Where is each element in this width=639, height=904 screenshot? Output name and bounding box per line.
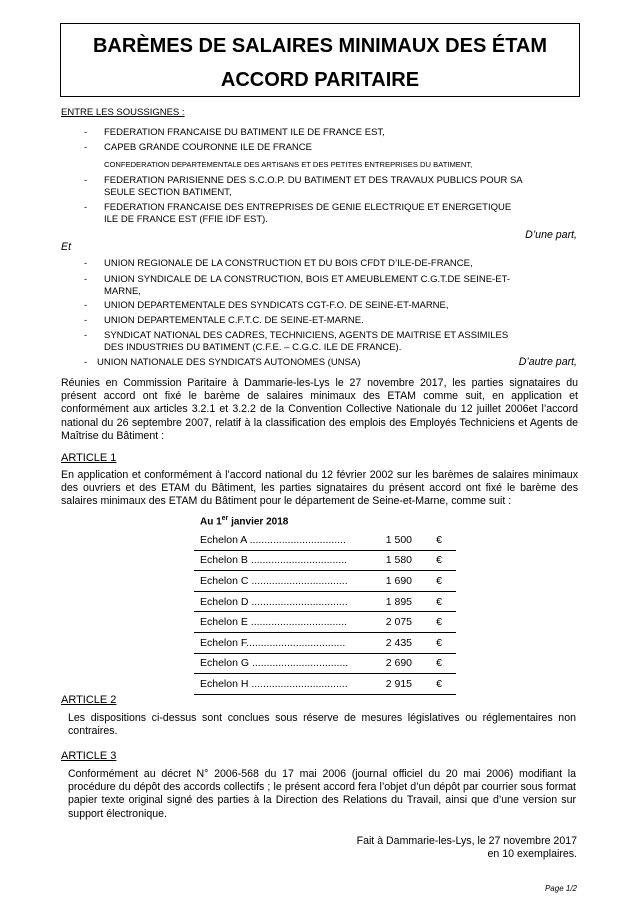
one-part-label: D’une part, xyxy=(525,229,577,241)
document-subtitle: ACCORD PARITAIRE xyxy=(220,69,420,91)
echelon-label: Echelon C ................................. xyxy=(194,571,370,592)
other-part-label: D’autre part, xyxy=(518,356,577,368)
salary-value: 2 915 xyxy=(370,674,416,695)
bullet-dash: - xyxy=(84,202,88,213)
currency-symbol: € xyxy=(416,632,456,653)
union-item: UNION REGIONALE DE LA CONSTRUCTION ET DU BOIS CFDT D’ILE-DE-FRANCE, xyxy=(104,258,473,269)
table-row xyxy=(194,674,456,695)
currency-symbol: € xyxy=(416,571,456,592)
currency-symbol: € xyxy=(416,530,456,550)
article-1-text: En application et conformément à l’accord national du 12 février 2002 sur les barèmes de salaires minimaux des ouvriers et des ETAM du Bâtiment, les parties signataires du présent accord ont fixé le barème des salaires minimaux des ETAM du Bâtiment pour le département de Seine-et-Marne, comme suit : xyxy=(61,469,578,508)
title-box xyxy=(60,23,580,97)
bullet-dash: - xyxy=(84,175,88,186)
salary-value: 2 435 xyxy=(370,632,416,653)
employer-item: CONFEDERATION DEPARTEMENTALE DES ARTISANS ET DES PETITES ENTREPRISES DU BATIMENT, xyxy=(104,160,473,169)
echelon-label: Echelon E ................................. xyxy=(194,612,370,633)
employer-item: CAPEB GRANDE COURONNE ILE DE FRANCE xyxy=(104,142,312,153)
parties-heading: ENTRE LES SOUSSIGNES : xyxy=(61,107,185,118)
table-row xyxy=(194,550,456,571)
salary-value: 1 580 xyxy=(370,550,416,571)
currency-symbol: € xyxy=(416,591,456,612)
currency-symbol: € xyxy=(416,674,456,695)
echelon-label: Echelon F.................................. xyxy=(194,632,370,653)
bullet-dash: - xyxy=(84,330,88,341)
bullet-dash: - xyxy=(84,357,88,368)
salary-value: 1 500 xyxy=(370,530,416,550)
effective-date-prefix: Au 1 xyxy=(200,516,222,528)
echelon-label: Echelon G ................................. xyxy=(194,653,370,674)
signature-place-date: Fait à Dammarie-les-Lys, le 27 novembre 2017 xyxy=(356,835,577,847)
article-3-text: Conformément au décret N° 2006-568 du 17 mai 2006 (journal officiel du 20 mai 2006) modifiant la procédure du dépôt des accords collectifs ; le présent accord fera l’objet d’un dépôt par courrier sous format papier texte original signé des parties à la Direction des Relations du Travail, ainsi que d’une version sur support électronique. xyxy=(68,768,576,820)
article-2-text: Les dispositions ci-dessus sont conclues sous réserve de mesures législatives ou réglementaires non contraires. xyxy=(68,712,576,738)
salary-value: 1 690 xyxy=(370,571,416,592)
effective-date-suffix: janvier 2018 xyxy=(228,516,289,528)
bullet-dash: - xyxy=(84,274,88,285)
union-item: SYNDICAT NATIONAL DES CADRES, TECHNICIENS, AGENTS DE MAITRISE ET ASSIMILES DES INDUSTRIES DU BATIMENT (C.F.E. – C.G.C. ILE DE FRANCE). xyxy=(104,330,509,353)
table-row xyxy=(194,571,456,592)
currency-symbol: € xyxy=(416,612,456,633)
table-row xyxy=(194,591,456,612)
signature-copies: en 10 exemplaires. xyxy=(487,848,577,860)
effective-date xyxy=(200,515,288,527)
echelon-label: Echelon D ................................. xyxy=(194,591,370,612)
intro-paragraph: Réunies en Commission Paritaire à Dammarie-les-Lys le 27 novembre 2017, les parties signataires du présent accord ont fixé le barème de salaires minimaux des ETAM comme suit, en application et conformément aux articles 3.2.1 et 3.2.2 de la Convention Collective Nationale du 12 juillet 2006et l’accord national du 26 septembre 2007, relatif à la classification des emplois des Employés Techniciens et Agents de Maîtrise du Bâtiment : xyxy=(61,377,578,442)
employer-item: FEDERATION FRANCAISE DU BATIMENT ILE DE FRANCE EST, xyxy=(104,127,385,138)
page-number: Page 1/2 xyxy=(544,884,577,893)
currency-symbol: € xyxy=(416,653,456,674)
and-label: Et xyxy=(61,241,72,253)
article-3-heading: ARTICLE 3 xyxy=(61,750,117,762)
employer-item: FEDERATION FRANCAISE DES ENTREPRISES DE GENIE ELECTRIQUE ET ENERGETIQUE ILE DE FRANCE EST (FFIE IDF EST). xyxy=(104,202,512,225)
bullet-dash: - xyxy=(84,258,88,269)
bullet-dash: - xyxy=(84,315,88,326)
salary-value: 2 075 xyxy=(370,612,416,633)
echelon-label: Echelon H ................................. xyxy=(194,674,370,695)
salary-value: 2 690 xyxy=(370,653,416,674)
signature-block xyxy=(357,835,577,861)
union-item: UNION SYNDICALE DE LA CONSTRUCTION, BOIS ET AMEUBLEMENT C.G.T.DE SEINE-ET-MARNE, xyxy=(104,274,510,297)
table-row xyxy=(194,632,456,653)
effective-date-sup: er xyxy=(221,515,229,522)
salary-scale-table xyxy=(194,530,456,695)
echelon-label: Echelon A ................................. xyxy=(194,530,370,550)
employer-item: FEDERATION PARISIENNE DES S.C.O.P. DU BATIMENT ET DES TRAVAUX PUBLICS POUR SA SEULE SECTION BATIMENT, xyxy=(104,175,523,198)
currency-symbol: € xyxy=(416,550,456,571)
table-row xyxy=(194,653,456,674)
echelon-label: Echelon B ................................. xyxy=(194,550,370,571)
bullet-dash: - xyxy=(84,142,88,153)
document-title: BARÈMES DE SALAIRES MINIMAUX DES ÉTAM xyxy=(92,35,548,57)
bullet-dash: - xyxy=(84,300,88,311)
article-2-heading: ARTICLE 2 xyxy=(61,694,117,706)
table-row xyxy=(194,612,456,633)
table-row xyxy=(194,530,456,550)
salary-value: 1 895 xyxy=(370,591,416,612)
union-item: UNION DEPARTEMENTALE DES SYNDICATS CGT-F.O. DE SEINE-ET-MARNE, xyxy=(104,300,449,311)
article-1-heading: ARTICLE 1 xyxy=(61,452,117,464)
bullet-dash: - xyxy=(84,127,88,138)
union-item: UNION NATIONALE DES SYNDICATS AUTONOMES (UNSA) xyxy=(97,357,361,368)
union-item: UNION DEPARTEMENTALE C.F.T.C. DE SEINE-ET-MARNE. xyxy=(104,315,364,326)
